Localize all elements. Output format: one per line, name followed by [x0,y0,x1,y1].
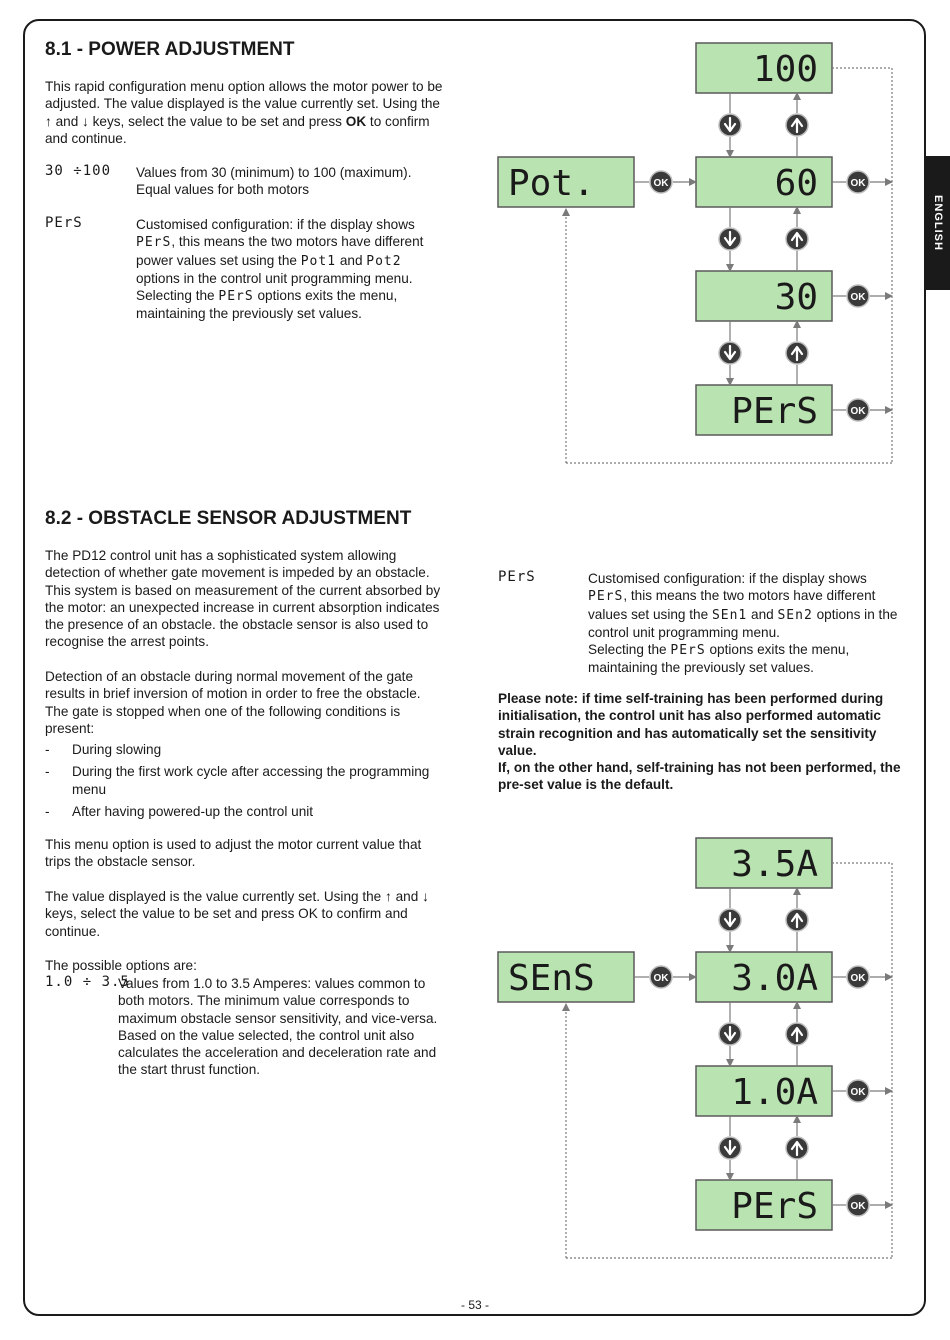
lcd-value-1-text: 3.0A [731,958,818,999]
ok-button-label: OK [850,406,866,417]
obstacle-p2: Detection of an obstacle during normal movement of the gate results in brief inversion of motion in order to free the obstacle. The gate is stopped when one of the following conditions is present: [45,669,421,736]
section-title-power: 8.1 - POWER ADJUSTMENT [45,39,295,60]
lcd-value-0-text: 3.5A [731,844,818,885]
list-item: - After having powered-up the control unit [45,803,445,820]
language-tab: ENGLISH [926,156,950,290]
section-title-obstacle: 8.2 - OBSTACLE SENSOR ADJUSTMENT [45,508,412,529]
ok-button-label: OK [850,292,866,303]
sensor-range-code: 1.0 ÷ 3.5 [45,974,130,990]
sensor-range-desc: Values from 1.0 to 3.5 Amperes: values common to both motors. The minimum value corresponds to maximum obstacle sensor sensitivity, and vice-versa. Based on the value selected, the control unit also calculates the acceleration and deceleration rate and the start thrust function. [118,976,438,1078]
power-flow-diagram [498,43,892,463]
lcd-value-0-text: 100 [752,49,818,90]
lcd-menu-text: Pot. [508,163,595,204]
obstacle-p3: This menu option is used to adjust the motor current value that trips the obstacle sensor. [45,837,422,870]
list-item: - During slowing [45,741,445,758]
lcd-value-2-text: 30 [774,277,818,318]
lcd-value-3-text: PErS [731,1186,818,1227]
ok-button-label: OK [850,973,866,984]
ok-button-label: OK [850,1201,866,1212]
power-range-desc: Values from 30 (minimum) to 100 (maximum). Equal values for both motors [136,165,412,198]
ok-button-label: OK [850,178,866,189]
lcd-value-2-text: 1.0A [731,1072,818,1113]
power-intro: This rapid configuration menu option allows the motor power to be adjusted. The value displayed is the value currently set. Using the ↑ and ↓ keys, select the value to be set and press OK to confirm and continue. [45,79,443,146]
ok-button-label: OK [653,178,669,189]
power-pers-desc: Customised configuration: if the display shows PErS, this means the two motors have different power values set using the Pot1 and Pot2 options in the control unit programming menu. Selecting the PErS options exits the menu, maintaining the previously set values. [136,217,424,322]
lcd-value-1-text: 60 [774,163,818,204]
sensor-pers-desc: Customised configuration: if the display shows PErS, this means the two motors have different values set using the SEn1 and SEn2 options in the control unit programming menu. Selecting the PErS options exits the menu, maintaining the previously set values. [588,571,898,676]
obstacle-p1: The PD12 control unit has a sophisticated system allowing detection of whether gate movement is impeded by an obstacle. This system is based on measurement of the current absorbed by the motor: an unexpected increase in current absorption indicates the presence of an obstacle. the obstacle sensor is also used to recognise the arrest points. [45,548,441,650]
sensor-flow-diagram [498,838,892,1258]
sensor-pers-code: PErS [498,569,536,585]
power-pers-code: PErS [45,215,83,231]
lcd-menu-text: SEnS [508,958,595,999]
obstacle-p4: The value displayed is the value currently set. Using the ↑ and ↓ keys, select the value to be set and press OK to confirm and continue. [45,889,429,939]
sensitivity-note: Please note: if time self-training has been performed during initialisation, the control unit has also performed automatic strain recognition and has automatically set the sensitivity value. If, on the other hand, self-training has not been performed, the pre-set value is the default. [498,691,901,793]
ok-button-label: OK [653,973,669,984]
lcd-value-3-text: PErS [731,391,818,432]
ok-button-label: OK [850,1087,866,1098]
power-range-code: 30 ÷100 [45,163,112,179]
obstacle-p5: The possible options are: [45,958,197,973]
list-item: - During the first work cycle after accessing the programming menu [45,763,445,798]
page-number: - 53 - [460,1298,489,1312]
